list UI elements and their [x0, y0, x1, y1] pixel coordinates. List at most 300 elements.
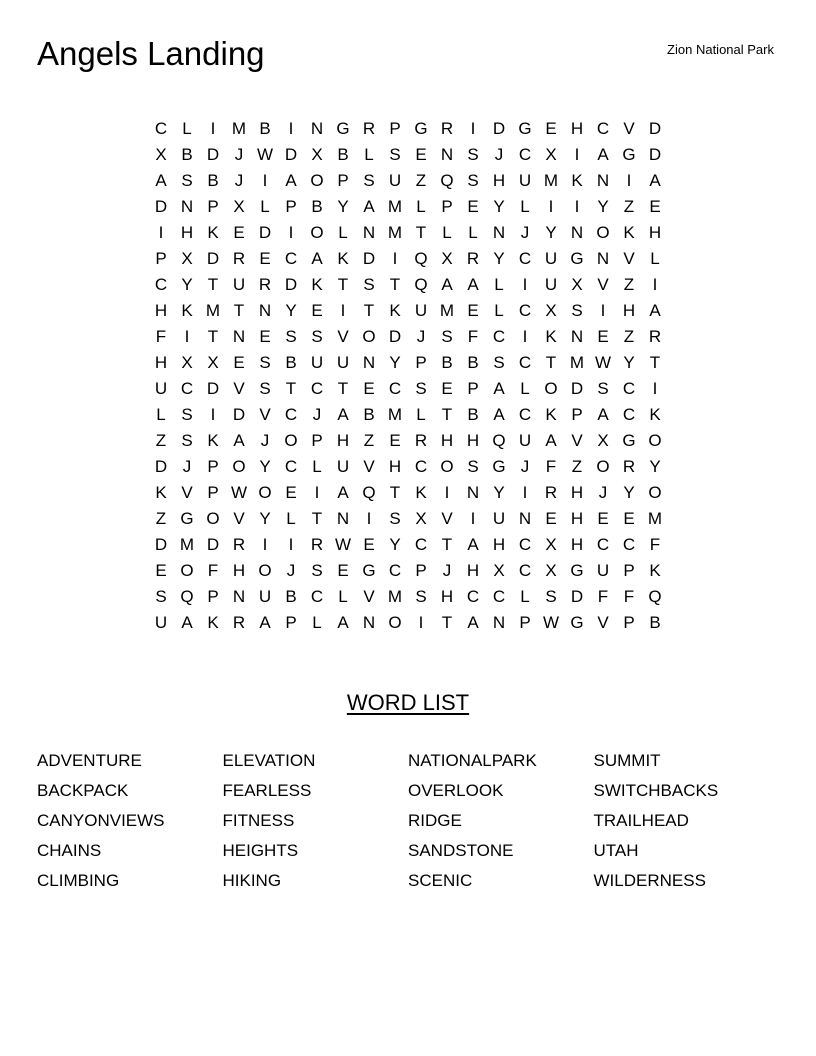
- grid-letter[interactable]: N: [362, 613, 376, 632]
- grid-letter[interactable]: Y: [545, 223, 557, 242]
- grid-letter[interactable]: X: [181, 353, 193, 372]
- grid-letter[interactable]: F: [155, 327, 167, 346]
- grid-letter[interactable]: B: [649, 613, 661, 632]
- grid-letter[interactable]: N: [596, 171, 610, 190]
- grid-letter[interactable]: H: [622, 301, 636, 320]
- grid-letter[interactable]: T: [337, 379, 349, 398]
- grid-letter[interactable]: A: [545, 431, 557, 450]
- grid-letter[interactable]: O: [310, 223, 324, 242]
- grid-letter[interactable]: L: [442, 223, 452, 242]
- grid-letter[interactable]: S: [493, 353, 505, 372]
- grid-letter[interactable]: P: [623, 613, 635, 632]
- grid-letter[interactable]: S: [545, 587, 557, 606]
- grid-letter[interactable]: G: [362, 561, 376, 580]
- grid-letter[interactable]: B: [363, 405, 375, 424]
- grid-letter[interactable]: D: [648, 119, 662, 138]
- grid-letter[interactable]: D: [154, 457, 168, 476]
- grid-letter[interactable]: N: [362, 353, 376, 372]
- grid-letter[interactable]: H: [440, 431, 454, 450]
- grid-letter[interactable]: H: [570, 535, 584, 554]
- grid-letter[interactable]: I: [210, 119, 216, 138]
- grid-letter[interactable]: S: [597, 379, 609, 398]
- grid-letter[interactable]: C: [492, 587, 506, 606]
- grid-letter[interactable]: C: [518, 301, 532, 320]
- grid-letter[interactable]: V: [337, 327, 349, 346]
- grid-letter[interactable]: K: [207, 431, 219, 450]
- grid-letter[interactable]: C: [622, 405, 636, 424]
- grid-letter[interactable]: L: [312, 613, 322, 632]
- grid-letter[interactable]: D: [206, 535, 220, 554]
- grid-letter[interactable]: M: [179, 535, 195, 554]
- grid-letter[interactable]: R: [258, 275, 272, 294]
- grid-letter[interactable]: M: [543, 171, 559, 190]
- grid-letter[interactable]: S: [155, 587, 167, 606]
- grid-letter[interactable]: S: [311, 327, 323, 346]
- grid-letter[interactable]: P: [207, 483, 219, 502]
- grid-letter[interactable]: K: [415, 483, 427, 502]
- grid-letter[interactable]: O: [440, 457, 454, 476]
- grid-letter[interactable]: L: [260, 197, 270, 216]
- grid-letter[interactable]: N: [570, 327, 584, 346]
- grid-letter[interactable]: C: [154, 275, 168, 294]
- grid-letter[interactable]: K: [337, 249, 349, 268]
- grid-letter[interactable]: P: [285, 613, 297, 632]
- grid-letter[interactable]: E: [337, 561, 349, 580]
- grid-letter[interactable]: F: [597, 587, 609, 606]
- grid-letter[interactable]: O: [596, 457, 610, 476]
- grid-letter[interactable]: K: [155, 483, 167, 502]
- grid-letter[interactable]: L: [520, 197, 530, 216]
- grid-letter[interactable]: U: [544, 275, 558, 294]
- grid-letter[interactable]: O: [258, 483, 272, 502]
- grid-letter[interactable]: C: [284, 405, 298, 424]
- grid-letter[interactable]: T: [441, 613, 453, 632]
- grid-letter[interactable]: V: [571, 431, 583, 450]
- grid-letter[interactable]: J: [494, 145, 504, 164]
- grid-letter[interactable]: R: [310, 535, 324, 554]
- grid-letter[interactable]: E: [545, 119, 557, 138]
- grid-letter[interactable]: L: [286, 509, 296, 528]
- grid-letter[interactable]: U: [336, 353, 350, 372]
- grid-letter[interactable]: B: [467, 405, 479, 424]
- grid-letter[interactable]: P: [311, 431, 323, 450]
- grid-letter[interactable]: Q: [414, 275, 428, 294]
- grid-letter[interactable]: U: [258, 587, 272, 606]
- grid-letter[interactable]: N: [180, 197, 194, 216]
- grid-letter[interactable]: X: [207, 353, 219, 372]
- grid-letter[interactable]: B: [285, 587, 297, 606]
- grid-letter[interactable]: I: [158, 223, 164, 242]
- grid-letter[interactable]: D: [206, 145, 220, 164]
- grid-letter[interactable]: W: [256, 145, 274, 164]
- grid-letter[interactable]: P: [337, 171, 349, 190]
- grid-letter[interactable]: C: [518, 353, 532, 372]
- grid-letter[interactable]: V: [623, 249, 635, 268]
- grid-letter[interactable]: R: [362, 119, 376, 138]
- grid-letter[interactable]: M: [569, 353, 585, 372]
- grid-letter[interactable]: J: [520, 223, 530, 242]
- grid-letter[interactable]: N: [492, 223, 506, 242]
- grid-letter[interactable]: G: [180, 509, 194, 528]
- grid-letter[interactable]: H: [466, 431, 480, 450]
- grid-letter[interactable]: I: [288, 535, 294, 554]
- grid-letter[interactable]: X: [493, 561, 505, 580]
- grid-letter[interactable]: H: [570, 509, 584, 528]
- grid-letter[interactable]: Z: [155, 431, 167, 450]
- grid-letter[interactable]: O: [648, 483, 662, 502]
- grid-letter[interactable]: Y: [259, 509, 271, 528]
- grid-letter[interactable]: J: [442, 561, 452, 580]
- grid-letter[interactable]: C: [414, 457, 428, 476]
- grid-letter[interactable]: W: [230, 483, 248, 502]
- grid-letter[interactable]: S: [363, 275, 375, 294]
- grid-letter[interactable]: A: [467, 275, 479, 294]
- grid-letter[interactable]: Y: [623, 483, 635, 502]
- grid-letter[interactable]: I: [288, 119, 294, 138]
- grid-letter[interactable]: O: [362, 327, 376, 346]
- grid-letter[interactable]: I: [262, 171, 268, 190]
- grid-letter[interactable]: L: [520, 587, 530, 606]
- grid-letter[interactable]: Y: [493, 197, 505, 216]
- grid-letter[interactable]: T: [545, 353, 557, 372]
- grid-letter[interactable]: M: [387, 197, 403, 216]
- grid-letter[interactable]: Y: [649, 457, 661, 476]
- grid-letter[interactable]: C: [310, 379, 324, 398]
- grid-letter[interactable]: G: [570, 561, 584, 580]
- grid-letter[interactable]: E: [597, 327, 609, 346]
- grid-letter[interactable]: T: [207, 327, 219, 346]
- grid-letter[interactable]: E: [285, 483, 297, 502]
- grid-letter[interactable]: H: [466, 561, 480, 580]
- grid-letter[interactable]: J: [416, 327, 426, 346]
- grid-letter[interactable]: C: [180, 379, 194, 398]
- grid-letter[interactable]: U: [310, 353, 324, 372]
- grid-letter[interactable]: L: [416, 197, 426, 216]
- grid-letter[interactable]: S: [467, 171, 479, 190]
- grid-letter[interactable]: C: [518, 405, 532, 424]
- grid-letter[interactable]: N: [570, 223, 584, 242]
- grid-letter[interactable]: I: [574, 197, 580, 216]
- grid-letter[interactable]: G: [570, 613, 584, 632]
- grid-letter[interactable]: T: [441, 535, 453, 554]
- grid-letter[interactable]: Q: [648, 587, 662, 606]
- grid-letter[interactable]: P: [207, 587, 219, 606]
- grid-letter[interactable]: A: [311, 249, 323, 268]
- grid-letter[interactable]: A: [493, 379, 505, 398]
- grid-letter[interactable]: T: [311, 509, 323, 528]
- grid-letter[interactable]: U: [544, 249, 558, 268]
- grid-letter[interactable]: Z: [623, 197, 635, 216]
- grid-letter[interactable]: C: [466, 587, 480, 606]
- grid-letter[interactable]: A: [467, 535, 479, 554]
- grid-letter[interactable]: Y: [181, 275, 193, 294]
- grid-letter[interactable]: K: [181, 301, 193, 320]
- grid-letter[interactable]: E: [233, 353, 245, 372]
- grid-letter[interactable]: E: [363, 535, 375, 554]
- grid-letter[interactable]: Y: [285, 301, 297, 320]
- grid-letter[interactable]: A: [285, 171, 297, 190]
- grid-letter[interactable]: U: [518, 171, 532, 190]
- grid-letter[interactable]: K: [207, 613, 219, 632]
- grid-letter[interactable]: A: [337, 613, 349, 632]
- grid-letter[interactable]: E: [467, 197, 479, 216]
- grid-letter[interactable]: Y: [623, 353, 635, 372]
- grid-letter[interactable]: G: [518, 119, 532, 138]
- grid-letter[interactable]: G: [622, 431, 636, 450]
- grid-letter[interactable]: D: [258, 223, 272, 242]
- grid-letter[interactable]: U: [154, 379, 168, 398]
- grid-letter[interactable]: Q: [180, 587, 194, 606]
- grid-letter[interactable]: X: [441, 249, 453, 268]
- grid-letter[interactable]: T: [441, 405, 453, 424]
- grid-letter[interactable]: T: [649, 353, 661, 372]
- grid-letter[interactable]: T: [285, 379, 297, 398]
- grid-letter[interactable]: J: [598, 483, 608, 502]
- grid-letter[interactable]: O: [258, 561, 272, 580]
- grid-letter[interactable]: U: [388, 171, 402, 190]
- grid-letter[interactable]: B: [441, 353, 453, 372]
- grid-letter[interactable]: L: [182, 119, 192, 138]
- grid-letter[interactable]: S: [181, 405, 193, 424]
- grid-letter[interactable]: I: [418, 613, 424, 632]
- grid-letter[interactable]: I: [470, 119, 476, 138]
- grid-letter[interactable]: J: [312, 405, 322, 424]
- grid-letter[interactable]: M: [387, 405, 403, 424]
- grid-letter[interactable]: E: [155, 561, 167, 580]
- grid-letter[interactable]: L: [338, 223, 348, 242]
- grid-letter[interactable]: C: [596, 119, 610, 138]
- grid-letter[interactable]: L: [156, 405, 166, 424]
- grid-letter[interactable]: C: [622, 379, 636, 398]
- grid-letter[interactable]: P: [519, 613, 531, 632]
- grid-letter[interactable]: K: [207, 223, 219, 242]
- grid-letter[interactable]: B: [467, 353, 479, 372]
- grid-letter[interactable]: F: [623, 587, 635, 606]
- grid-letter[interactable]: P: [415, 353, 427, 372]
- grid-letter[interactable]: D: [284, 145, 298, 164]
- grid-letter[interactable]: A: [493, 405, 505, 424]
- grid-letter[interactable]: R: [414, 431, 428, 450]
- grid-letter[interactable]: X: [545, 145, 557, 164]
- grid-letter[interactable]: T: [207, 275, 219, 294]
- grid-letter[interactable]: C: [492, 327, 506, 346]
- grid-letter[interactable]: P: [389, 119, 401, 138]
- grid-letter[interactable]: E: [259, 249, 271, 268]
- grid-letter[interactable]: I: [652, 275, 658, 294]
- grid-letter[interactable]: S: [181, 431, 193, 450]
- grid-letter[interactable]: I: [470, 509, 476, 528]
- grid-letter[interactable]: J: [260, 431, 270, 450]
- grid-letter[interactable]: T: [389, 275, 401, 294]
- grid-letter[interactable]: K: [571, 171, 583, 190]
- grid-letter[interactable]: I: [574, 145, 580, 164]
- grid-letter[interactable]: K: [545, 327, 557, 346]
- grid-letter[interactable]: K: [649, 405, 661, 424]
- grid-letter[interactable]: A: [467, 613, 479, 632]
- grid-letter[interactable]: E: [545, 509, 557, 528]
- grid-letter[interactable]: L: [650, 249, 660, 268]
- grid-letter[interactable]: E: [597, 509, 609, 528]
- grid-letter[interactable]: M: [439, 301, 455, 320]
- grid-letter[interactable]: I: [444, 483, 450, 502]
- grid-letter[interactable]: A: [337, 405, 349, 424]
- grid-letter[interactable]: O: [544, 379, 558, 398]
- grid-letter[interactable]: S: [571, 301, 583, 320]
- grid-letter[interactable]: V: [441, 509, 453, 528]
- grid-letter[interactable]: K: [389, 301, 401, 320]
- grid-letter[interactable]: R: [466, 249, 480, 268]
- grid-letter[interactable]: Y: [389, 535, 401, 554]
- grid-letter[interactable]: P: [207, 457, 219, 476]
- grid-letter[interactable]: H: [570, 483, 584, 502]
- grid-letter[interactable]: L: [494, 301, 504, 320]
- grid-letter[interactable]: R: [232, 249, 246, 268]
- grid-letter[interactable]: A: [337, 483, 349, 502]
- grid-letter[interactable]: L: [520, 379, 530, 398]
- grid-letter[interactable]: U: [518, 431, 532, 450]
- grid-letter[interactable]: E: [259, 327, 271, 346]
- grid-letter[interactable]: K: [311, 275, 323, 294]
- grid-letter[interactable]: P: [441, 197, 453, 216]
- grid-letter[interactable]: M: [231, 119, 247, 138]
- grid-letter[interactable]: V: [181, 483, 193, 502]
- grid-letter[interactable]: L: [494, 275, 504, 294]
- grid-letter[interactable]: S: [415, 379, 427, 398]
- grid-letter[interactable]: Q: [492, 431, 506, 450]
- grid-letter[interactable]: C: [518, 145, 532, 164]
- grid-letter[interactable]: Z: [415, 171, 427, 190]
- grid-letter[interactable]: N: [440, 145, 454, 164]
- grid-letter[interactable]: C: [518, 561, 532, 580]
- grid-letter[interactable]: P: [467, 379, 479, 398]
- grid-letter[interactable]: N: [492, 613, 506, 632]
- grid-letter[interactable]: N: [232, 327, 246, 346]
- grid-letter[interactable]: A: [649, 171, 661, 190]
- grid-letter[interactable]: F: [467, 327, 479, 346]
- grid-letter[interactable]: Y: [493, 483, 505, 502]
- grid-letter[interactable]: A: [441, 275, 453, 294]
- grid-letter[interactable]: C: [284, 249, 298, 268]
- grid-letter[interactable]: V: [363, 587, 375, 606]
- grid-letter[interactable]: E: [415, 145, 427, 164]
- grid-letter[interactable]: A: [363, 197, 375, 216]
- grid-letter[interactable]: L: [416, 405, 426, 424]
- grid-letter[interactable]: T: [389, 483, 401, 502]
- grid-letter[interactable]: P: [571, 405, 583, 424]
- grid-letter[interactable]: H: [440, 587, 454, 606]
- grid-letter[interactable]: J: [182, 457, 192, 476]
- grid-letter[interactable]: F: [545, 457, 557, 476]
- grid-letter[interactable]: Z: [155, 509, 167, 528]
- grid-letter[interactable]: A: [181, 613, 193, 632]
- grid-letter[interactable]: P: [207, 197, 219, 216]
- grid-letter[interactable]: H: [648, 223, 662, 242]
- grid-letter[interactable]: U: [414, 301, 428, 320]
- grid-letter[interactable]: I: [262, 535, 268, 554]
- grid-letter[interactable]: Z: [623, 275, 635, 294]
- grid-letter[interactable]: Z: [623, 327, 635, 346]
- grid-letter[interactable]: U: [154, 613, 168, 632]
- grid-letter[interactable]: C: [596, 535, 610, 554]
- grid-letter[interactable]: N: [310, 119, 324, 138]
- grid-letter[interactable]: Q: [414, 249, 428, 268]
- grid-letter[interactable]: C: [310, 587, 324, 606]
- grid-letter[interactable]: W: [542, 613, 560, 632]
- grid-letter[interactable]: M: [647, 509, 663, 528]
- grid-letter[interactable]: I: [522, 275, 528, 294]
- grid-letter[interactable]: M: [205, 301, 221, 320]
- grid-letter[interactable]: N: [362, 223, 376, 242]
- grid-letter[interactable]: S: [415, 587, 427, 606]
- grid-letter[interactable]: T: [363, 301, 375, 320]
- grid-letter[interactable]: S: [389, 145, 401, 164]
- grid-letter[interactable]: I: [522, 327, 528, 346]
- grid-letter[interactable]: X: [415, 509, 427, 528]
- grid-letter[interactable]: O: [648, 431, 662, 450]
- grid-letter[interactable]: V: [233, 509, 245, 528]
- grid-letter[interactable]: Q: [440, 171, 454, 190]
- grid-letter[interactable]: G: [492, 457, 506, 476]
- grid-letter[interactable]: E: [649, 197, 661, 216]
- grid-letter[interactable]: L: [338, 587, 348, 606]
- grid-letter[interactable]: H: [492, 171, 506, 190]
- grid-letter[interactable]: G: [414, 119, 428, 138]
- grid-letter[interactable]: I: [652, 379, 658, 398]
- grid-letter[interactable]: V: [233, 379, 245, 398]
- grid-letter[interactable]: H: [180, 223, 194, 242]
- grid-letter[interactable]: Z: [571, 457, 583, 476]
- grid-letter[interactable]: G: [570, 249, 584, 268]
- grid-letter[interactable]: Y: [259, 457, 271, 476]
- grid-letter[interactable]: O: [596, 223, 610, 242]
- grid-letter[interactable]: A: [155, 171, 167, 190]
- grid-letter[interactable]: P: [285, 197, 297, 216]
- grid-letter[interactable]: R: [622, 457, 636, 476]
- grid-letter[interactable]: S: [259, 379, 271, 398]
- grid-letter[interactable]: V: [259, 405, 271, 424]
- grid-letter[interactable]: L: [468, 223, 478, 242]
- grid-letter[interactable]: B: [181, 145, 193, 164]
- grid-letter[interactable]: H: [154, 353, 168, 372]
- grid-letter[interactable]: H: [336, 431, 350, 450]
- grid-letter[interactable]: D: [206, 379, 220, 398]
- grid-letter[interactable]: D: [492, 119, 506, 138]
- grid-letter[interactable]: K: [545, 405, 557, 424]
- grid-letter[interactable]: U: [492, 509, 506, 528]
- grid-letter[interactable]: B: [337, 145, 349, 164]
- grid-letter[interactable]: C: [518, 535, 532, 554]
- grid-letter[interactable]: I: [184, 327, 190, 346]
- grid-letter[interactable]: S: [363, 171, 375, 190]
- grid-letter[interactable]: C: [154, 119, 168, 138]
- grid-letter[interactable]: A: [649, 301, 661, 320]
- grid-letter[interactable]: I: [522, 483, 528, 502]
- grid-letter[interactable]: V: [597, 613, 609, 632]
- grid-letter[interactable]: D: [570, 379, 584, 398]
- grid-letter[interactable]: S: [311, 561, 323, 580]
- grid-letter[interactable]: D: [206, 249, 220, 268]
- grid-letter[interactable]: H: [492, 535, 506, 554]
- grid-letter[interactable]: C: [388, 561, 402, 580]
- grid-letter[interactable]: A: [259, 613, 271, 632]
- grid-letter[interactable]: B: [285, 353, 297, 372]
- grid-letter[interactable]: D: [388, 327, 402, 346]
- grid-letter[interactable]: T: [337, 275, 349, 294]
- grid-letter[interactable]: R: [440, 119, 454, 138]
- grid-letter[interactable]: X: [181, 249, 193, 268]
- grid-letter[interactable]: I: [548, 197, 554, 216]
- grid-letter[interactable]: J: [286, 561, 296, 580]
